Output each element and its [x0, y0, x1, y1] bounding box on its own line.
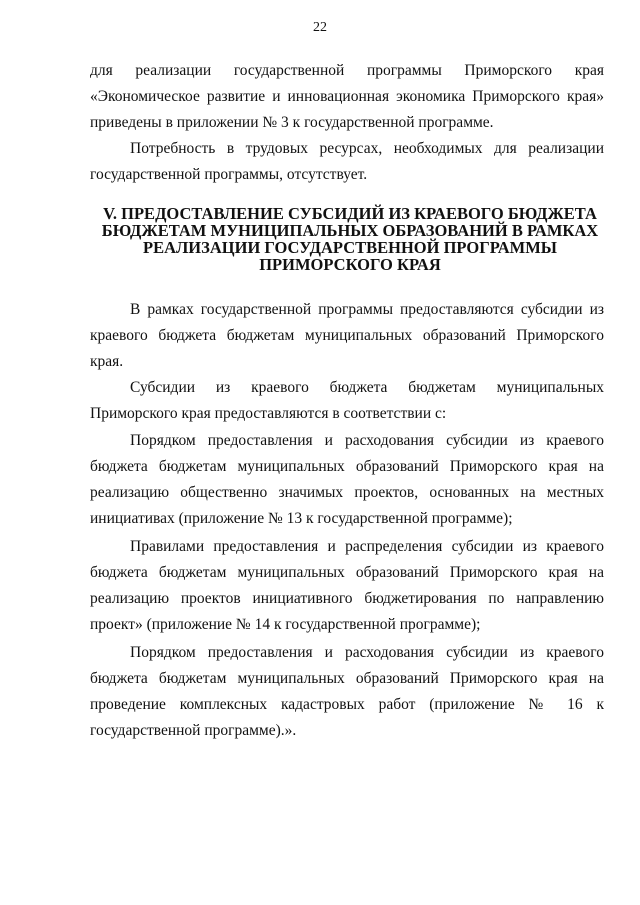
text-line: Приморского края предоставляются в соответствии с:: [90, 405, 447, 422]
text-line: государственной программе).».: [90, 722, 297, 739]
paragraph-appendix-13: [90, 428, 604, 532]
text-line: Потребность в трудовых ресурсах, необходимых для реализации: [130, 140, 604, 157]
paragraph-labor-resources: [90, 136, 604, 188]
page-number: 22: [313, 20, 327, 35]
text-line: бюджета бюджетам муниципальных образований Приморского края на: [90, 458, 604, 475]
heading-line: V. ПРЕДОСТАВЛЕНИЕ СУБСИДИЙ ИЗ КРАЕВОГО БЮДЖЕТА: [103, 204, 597, 223]
paragraph-appendix-ref: [90, 58, 604, 136]
heading-line: ПРИМОРСКОГО КРАЯ: [259, 255, 441, 274]
text-line: бюджета бюджетам муниципальных образований Приморского края на: [90, 670, 604, 687]
text-line: реализацию проектов инициативного бюджетирования по направлению: [90, 590, 604, 607]
text-line: реализацию общественно значимых проектов, основанных на местных: [90, 484, 604, 501]
paragraph-subsidies-basis: [90, 375, 604, 427]
text-line: Порядком предоставления и расходования субсидии из краевого: [130, 644, 604, 661]
paragraph-subsidies-intro: [90, 297, 604, 375]
text-line: государственной программы, отсутствует.: [90, 166, 368, 183]
text-line: краевого бюджета бюджетам муниципальных образований Приморского: [90, 327, 604, 344]
section-heading: [80, 205, 620, 273]
text-line: Субсидии из краевого бюджета бюджетам муниципальных: [130, 379, 604, 396]
heading-line: РЕАЛИЗАЦИИ ГОСУДАРСТВЕННОЙ ПРОГРАММЫ: [143, 238, 557, 257]
text-line: «Экономическое развитие и инновационная экономика Приморского края»: [90, 88, 604, 105]
paragraph-appendix-16: [90, 640, 604, 744]
text-line: инициативах (приложение № 13 к государственной программе);: [90, 510, 513, 527]
text-line: проведение комплексных кадастровых работ (приложение № 16 к: [90, 696, 604, 713]
text-line: проект» (приложение № 14 к государственной программе);: [90, 616, 481, 633]
text-line: бюджета бюджетам муниципальных образований Приморского края на: [90, 564, 604, 581]
text-line: для реализации государственной программы Приморского края: [90, 62, 604, 79]
text-line: В рамках государственной программы предоставляются субсидии из: [130, 301, 604, 318]
paragraph-appendix-14: [90, 534, 604, 638]
text-line: Правилами предоставления и распределения субсидии из краевого: [130, 538, 604, 555]
text-line: Порядком предоставления и расходования субсидии из краевого: [130, 432, 604, 449]
heading-line: БЮДЖЕТАМ МУНИЦИПАЛЬНЫХ ОБРАЗОВАНИЙ В РАМКАХ: [101, 221, 599, 240]
text-line: приведены в приложении № 3 к государственной программе.: [90, 114, 494, 131]
text-line: края.: [90, 353, 124, 370]
